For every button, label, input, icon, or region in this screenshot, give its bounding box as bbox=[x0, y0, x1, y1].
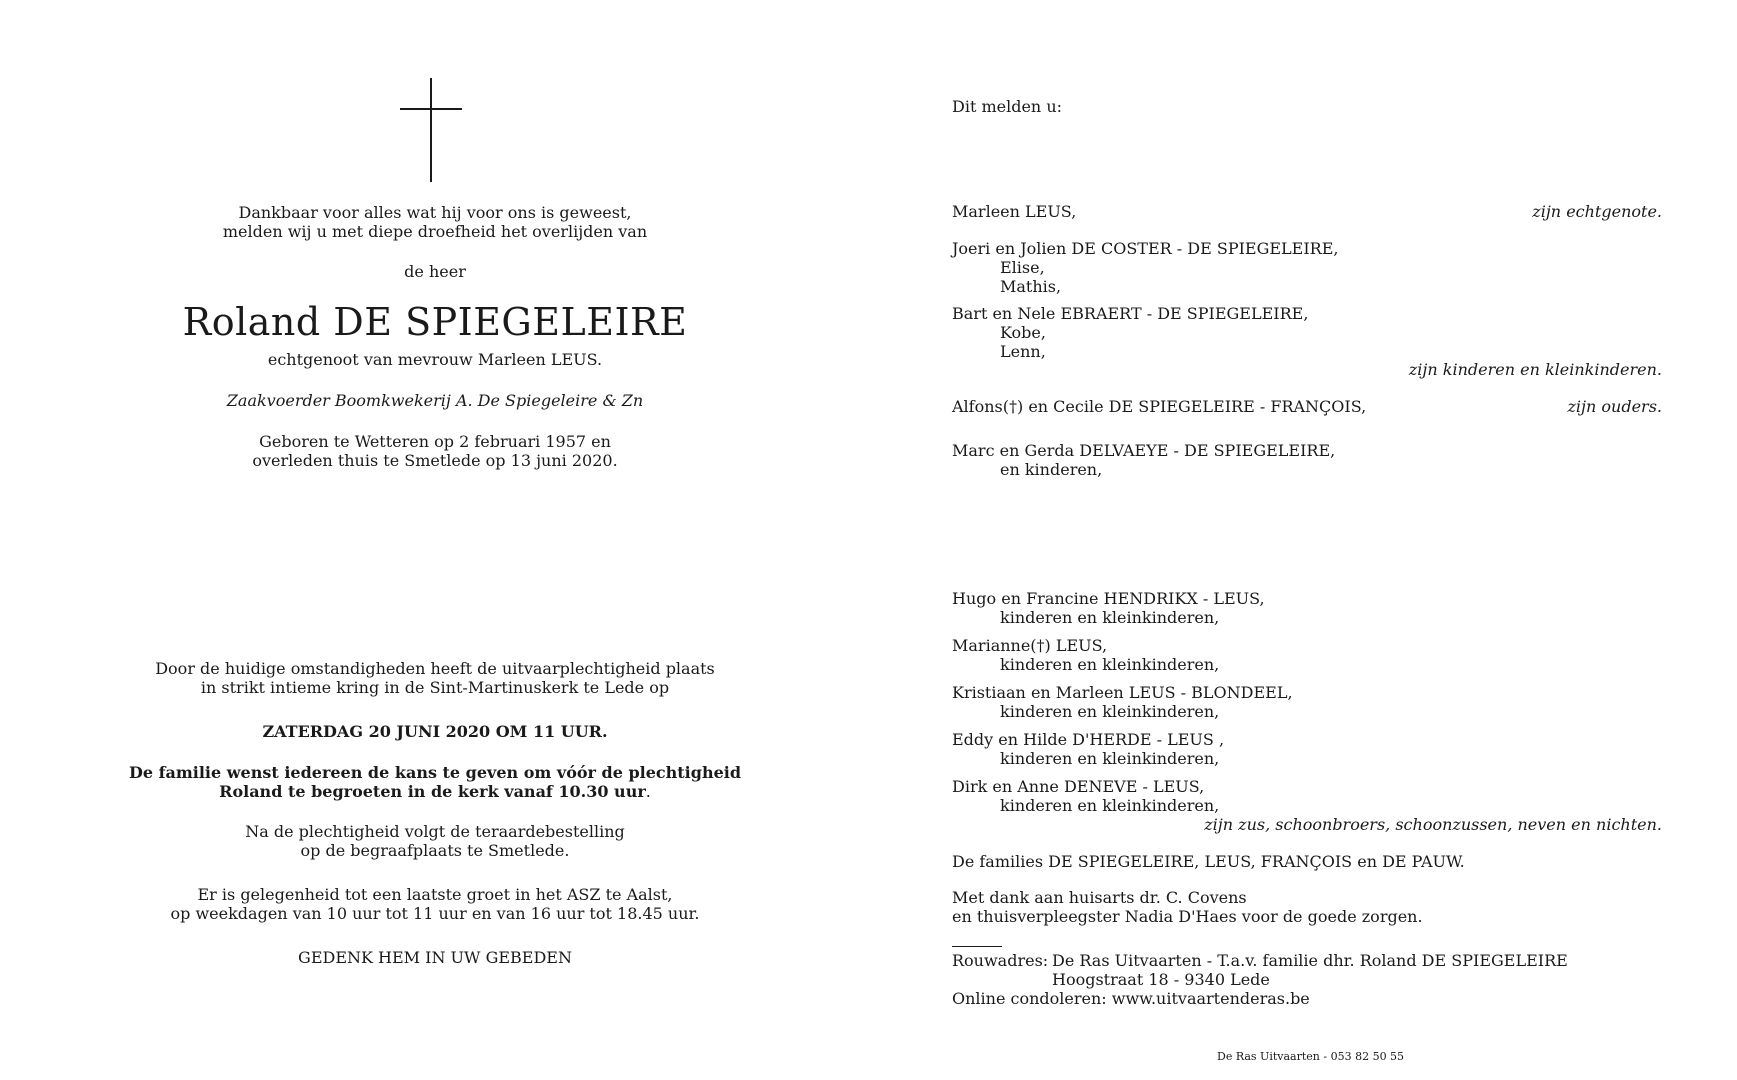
greeting-text: De familie wenst iedereen de kans te geven om vóór de plechtigheid Roland te begroeten in de kerk vanaf 10.30 uur. bbox=[128, 763, 742, 801]
intro-text: Dankbaar voor alles wat hij voor ons is geweest, melden wij u met diepe droefheid het overlijden van bbox=[222, 203, 648, 241]
family-spouse: Marleen LEUS, zijn echtgenote. bbox=[952, 202, 1662, 221]
family-child-2: Bart en Nele EBRAERT - DE SPIEGELEIRE, Kobe, Lenn, bbox=[952, 304, 1309, 361]
burial-text: Na de plechtigheid volgt de teraardebestelling op de begraafplaats te Smetlede. bbox=[245, 822, 625, 860]
family-child-1: Joeri en Jolien DE COSTER - DE SPIEGELEIRE, Elise, Mathis, bbox=[952, 239, 1339, 296]
family-brother: Marc en Gerda DELVAEYE - DE SPIEGELEIRE, en kinderen, bbox=[952, 441, 1336, 479]
deceased-name: Roland DE SPIEGELEIRE bbox=[182, 300, 688, 344]
right-page: Dit melden u: Marleen LEUS, zijn echtgenote. Joeri en Jolien DE COSTER - DE SPIEGELEIRE, Elise, Mathis, Bart en Nele EBRAERT - DE SPIEGELEIRE, Kobe, Lenn, zijn kinderen en kleinkinderen. Alfons(†) en Cecile DE SPIEGELEIRE - FRANÇOIS, zijn ouders. Marc en Gerda DELVAEYE - DE SPIEGELEIRE, en kinderen, Hugo en Francine HENDRIKX - LEUS, kinderen en kleinkinderen, Marianne(†) LEUS, kinderen en kleinkinderen, Kristiaan en Marleen LEUS - BLONDEEL, kinderen en kleinkinderen, Eddy en Hilde D'HERDE - LEUS , kinderen en kleinkinderen, Dirk en Anne DENEVE - LEUS, kinderen en kleinkinderen, zijn zus, schoonbroers, schoonzussen, neven en nichten. De families DE SPIEGELEIRE, LEUS, FRANÇOIS en DE PAUW. Met dank aan huisarts dr. C. Covens en thuisverpleegster Nadia D'Haes voor de goede zorgen. Rouwadres: De Ras Uitvaarten - T.a.v. familie dhr. Roland DE SPIEGELEIRE Hoogstraat 18 - 9340 Lede Online condoleren: www.uitvaartenderas.be bbox=[952, 97, 1662, 1008]
family-sibling-1: Hugo en Francine HENDRIKX - LEUS, kinderen en kleinkinderen, bbox=[952, 589, 1265, 627]
farewell-text: Er is gelegenheid tot een laatste groet in het ASZ te Aalst, op weekdagen van 10 uur tot 11 uur en van 16 uur tot 18.45 uur. bbox=[170, 885, 700, 923]
ceremony-text: Door de huidige omstandigheden heeft de uitvaarplechtigheid plaats in strikt intieme kring in de Sint-Martinuskerk te Lede op bbox=[155, 659, 715, 697]
profession-line: Zaakvoerder Boomkwekerij A. De Spiegeleire & Zn bbox=[226, 391, 644, 410]
announcement-header: Dit melden u: bbox=[952, 97, 1063, 116]
family-sibling-5: Dirk en Anne DENEVE - LEUS, kinderen en kleinkinderen, bbox=[952, 777, 1220, 815]
thanks-text: Met dank aan huisarts dr. C. Covens en thuisverpleegster Nadia D'Haes voor de goede zorgen. bbox=[952, 888, 1423, 926]
ceremony-date: ZATERDAG 20 JUNI 2020 OM 11 UUR. bbox=[262, 722, 608, 741]
birth-death-text: Geboren te Wetteren op 2 februari 1957 en overleden thuis te Smetlede op 13 juni 2020. bbox=[252, 432, 618, 470]
family-sibling-3: Kristiaan en Marleen LEUS - BLONDEEL, kinderen en kleinkinderen, bbox=[952, 683, 1293, 721]
families-line: De families DE SPIEGELEIRE, LEUS, FRANÇOIS en DE PAUW. bbox=[952, 852, 1465, 871]
family-sibling-2: Marianne(†) LEUS, kinderen en kleinkinderen, bbox=[952, 636, 1220, 674]
spouse-line: echtgenoot van mevrouw Marleen LEUS. bbox=[267, 350, 603, 369]
title-prefix: de heer bbox=[404, 262, 466, 281]
cross-icon bbox=[400, 78, 462, 182]
closing-text: GEDENK HEM IN UW GEBEDEN bbox=[298, 948, 572, 967]
separator-line bbox=[952, 946, 1002, 947]
family-sibling-4: Eddy en Hilde D'HERDE - LEUS , kinderen en kleinkinderen, bbox=[952, 730, 1225, 768]
footer-note: De Ras Uitvaarten - 053 82 50 55 bbox=[1217, 1050, 1405, 1063]
mourning-address: Rouwadres: De Ras Uitvaarten - T.a.v. familie dhr. Roland DE SPIEGELEIRE Hoogstraat 18 - 9340 Lede Online condoleren: www.uitvaartenderas.be bbox=[952, 951, 1568, 1008]
family-parents: Alfons(†) en Cecile DE SPIEGELEIRE - FRANÇOIS, zijn ouders. bbox=[952, 397, 1662, 416]
